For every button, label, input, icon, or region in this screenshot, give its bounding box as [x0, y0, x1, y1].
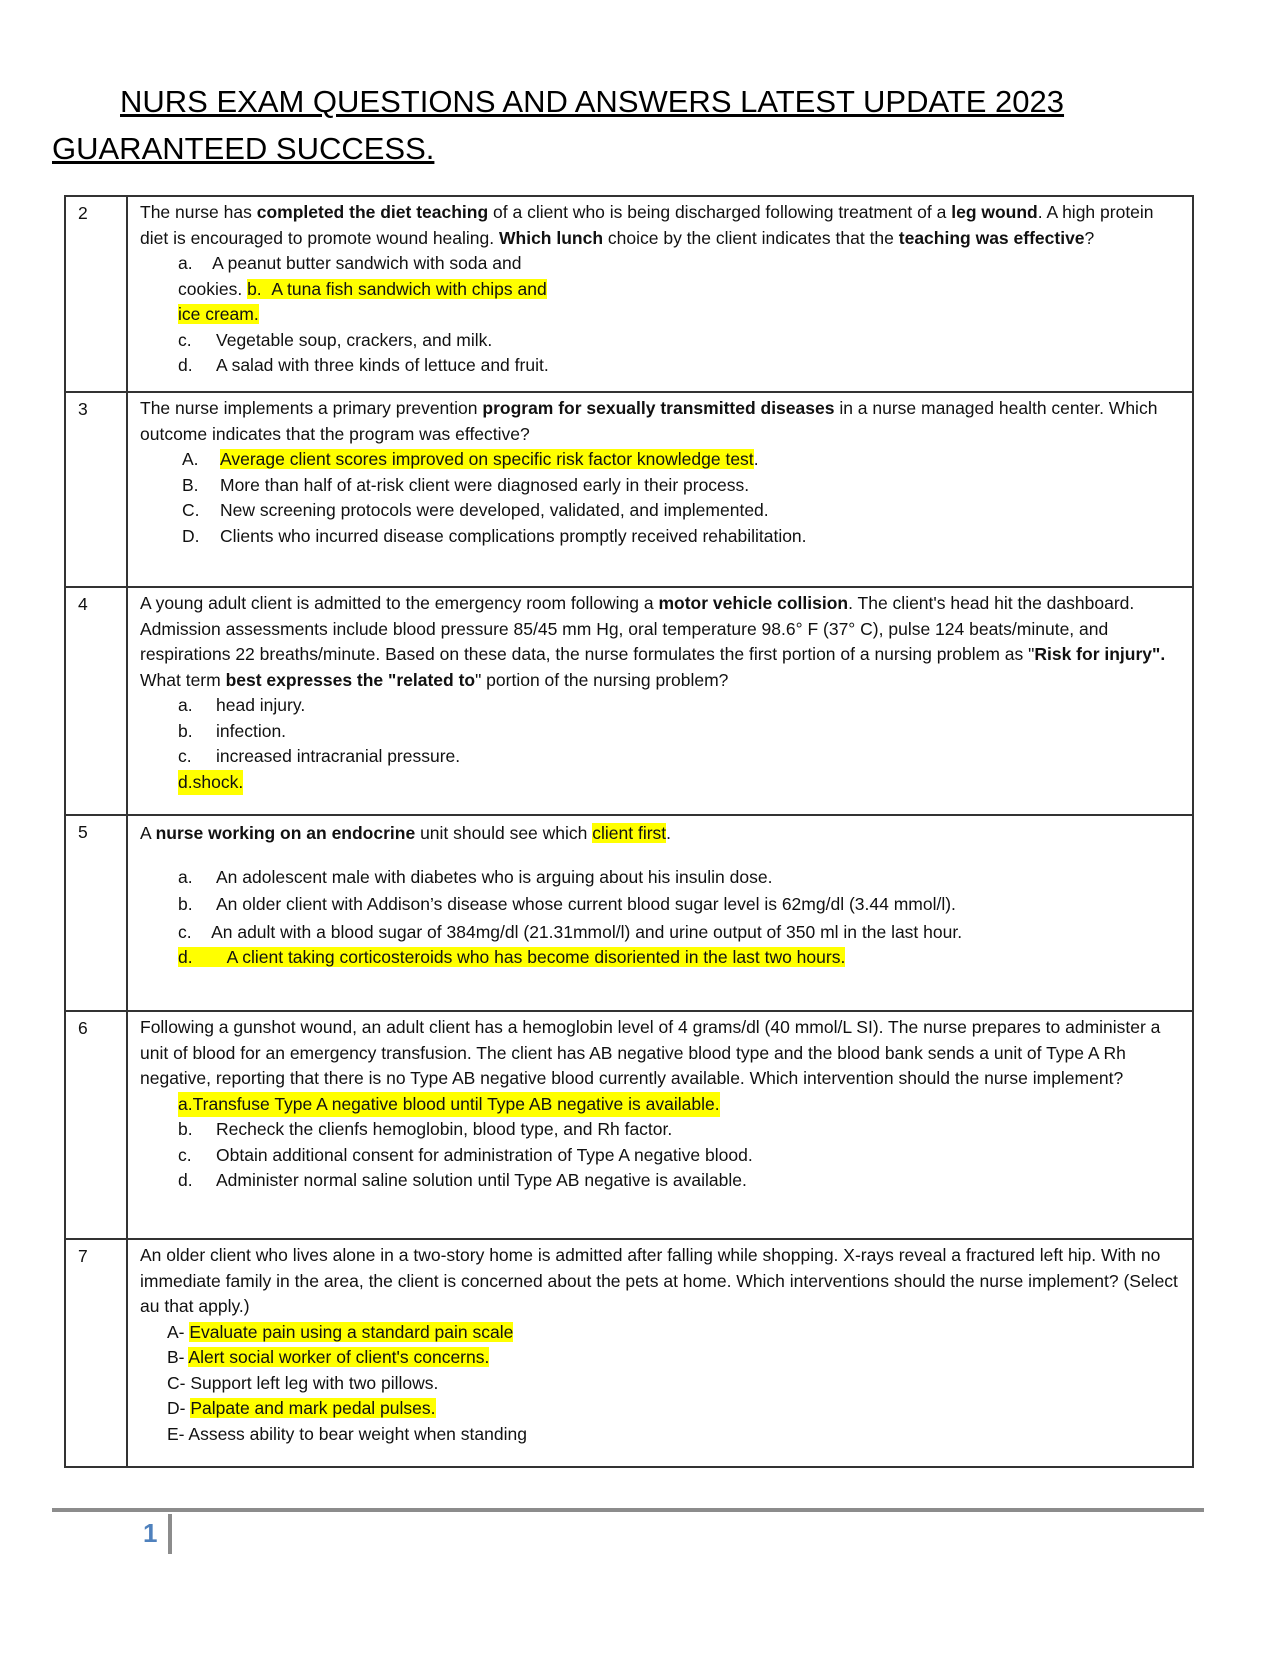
- question-number: 3: [65, 392, 127, 587]
- question-body: [127, 815, 1193, 1011]
- questions-table: [64, 195, 1194, 1468]
- footer-rule: [52, 1508, 1204, 1512]
- question-number: 5: [65, 815, 127, 1011]
- option: E- Assess ability to bear weight when standing: [167, 1423, 527, 1444]
- correct-answer: a. Transfuse Type A negative blood until Type AB negative is available.: [178, 1092, 720, 1118]
- option: C- Support left leg with two pillows.: [167, 1372, 439, 1393]
- option: A. Average client scores improved on specific risk factor knowledge test.: [182, 449, 759, 469]
- option: c. Obtain additional consent for administration of Type A negative blood.: [178, 1144, 753, 1165]
- option: c. increased intracranial pressure.: [178, 746, 461, 766]
- option: [178, 770, 1182, 796]
- question-row: [65, 815, 1193, 1011]
- option: [178, 1092, 1182, 1118]
- option-list: [178, 920, 1008, 971]
- question-row: [65, 196, 1193, 392]
- option: B. More than half of at-risk client were diagnosed early in their process.: [182, 474, 750, 495]
- option: a. An adolescent male with diabetes who is arguing about his insulin dose.: [178, 866, 773, 887]
- question-body: [127, 587, 1193, 815]
- option: d. Administer normal saline solution until Type AB negative is available.: [178, 1170, 747, 1190]
- option-text: A peanut butter sandwich with soda and cookies.: [178, 253, 522, 299]
- correct-answer: d. A client taking corticosteroids who has become disoriented in the last two hours.: [178, 947, 846, 967]
- option: b. infection.: [178, 720, 287, 741]
- question-stem: Following a gunshot wound, an adult client has a hemoglobin level of 4 grams/dl (40 mmol/L SI). The nurse prepares to administer a unit of blood for an emergency transfusion. The client has AB negative blood type and the blood bank sends a unit of Type A Rh negative, reporting that there is no Type AB negative blood currently available. Which intervention should the nurse implement?: [140, 1017, 1161, 1088]
- option: c. Vegetable soup, crackers, and milk.: [178, 329, 493, 350]
- correct-answer: b. A tuna fish sandwich with chips and ice cream.: [178, 278, 547, 324]
- question-number: 6: [65, 1011, 127, 1239]
- title-line-1: NURS EXAM QUESTIONS AND ANSWERS LATEST UPDATE 2023: [120, 84, 1065, 119]
- question-row: [65, 1239, 1193, 1467]
- question-row: [65, 587, 1193, 815]
- correct-answer: d. shock.: [178, 770, 243, 796]
- correct-answer: Average client scores improved on specific risk factor knowledge test: [220, 449, 754, 469]
- correct-answer: Evaluate pain using a standard pain scale: [189, 1321, 514, 1342]
- option-letter: a.: [178, 253, 193, 273]
- option: B- Alert social worker of client's concerns.: [167, 1347, 490, 1367]
- question-stem: A young adult client is admitted to the emergency room following a motor vehicle collision. The client's head hit the dashboard. Admission assessments include blood pressure 85/45 mm Hg, oral temperature 98.6° F (37° C), pulse 124 beats/minute, and respirations 22 breaths/minute. Based on these data, the nurse formulates the first portion of a nursing problem as "Risk for injury". What term best expresses the "related to" portion of the nursing problem?: [140, 593, 1166, 690]
- question-row: [65, 392, 1193, 587]
- question-stem: An older client who lives alone in a two-story home is admitted after falling while shopping. X-rays reveal a fractured left hip. With no immediate family in the area, the client is concerned about the pets at home. Which interventions should the nurse implement? (Select au that apply.): [140, 1245, 1178, 1316]
- question-stem: A nurse working on an endocrine unit should see which client first.: [140, 823, 672, 843]
- question-body: [127, 392, 1193, 587]
- question-body: [127, 1011, 1193, 1239]
- question-body: [127, 1239, 1193, 1467]
- question-number: 2: [65, 196, 127, 392]
- question-body: [127, 196, 1193, 392]
- page-number-divider: [168, 1514, 172, 1554]
- option: A- Evaluate pain using a standard pain scale: [167, 1321, 514, 1342]
- correct-answer: Alert social worker of client's concerns.: [188, 1347, 490, 1367]
- option-list: [178, 251, 568, 328]
- page-number: 1: [143, 1518, 158, 1548]
- option-text: An adult with a blood sugar of 384mg/dl (21.31mmol/l) and urine output of 350 ml in the last hour.: [211, 921, 963, 942]
- option: C. New screening protocols were developed, validated, and implemented.: [182, 500, 769, 520]
- question-stem: The nurse implements a primary prevention program for sexually transmitted diseases in a nurse managed health center. Which outcome indicates that the program was effective?: [140, 398, 1158, 444]
- question-number: 7: [65, 1239, 127, 1467]
- option: b. Recheck the clienfs hemoglobin, blood type, and Rh factor.: [178, 1119, 673, 1139]
- option: a. head injury.: [178, 695, 306, 715]
- option: d. A salad with three kinds of lettuce and fruit.: [178, 355, 549, 375]
- question-stem: The nurse has completed the diet teaching of a client who is being discharged following treatment of a leg wound. A high protein diet is encouraged to promote wound healing. Which lunch choice by the client indicates that the teaching was effective?: [140, 202, 1154, 248]
- option: D- Palpate and mark pedal pulses.: [167, 1398, 436, 1418]
- correct-answer: Palpate and mark pedal pulses.: [190, 1398, 436, 1418]
- question-number: 4: [65, 587, 127, 815]
- option-letter: c.: [178, 921, 192, 942]
- option: b. An older client with Addison’s disease whose current blood sugar level is 62mg/dl (3.44 mmol/l).: [178, 894, 956, 914]
- title-line-2: GUARANTEED SUCCESS.: [52, 131, 435, 166]
- option: D. Clients who incurred disease complications promptly received rehabilitation.: [182, 525, 807, 546]
- question-row: [65, 1011, 1193, 1239]
- document-title: [52, 78, 1102, 172]
